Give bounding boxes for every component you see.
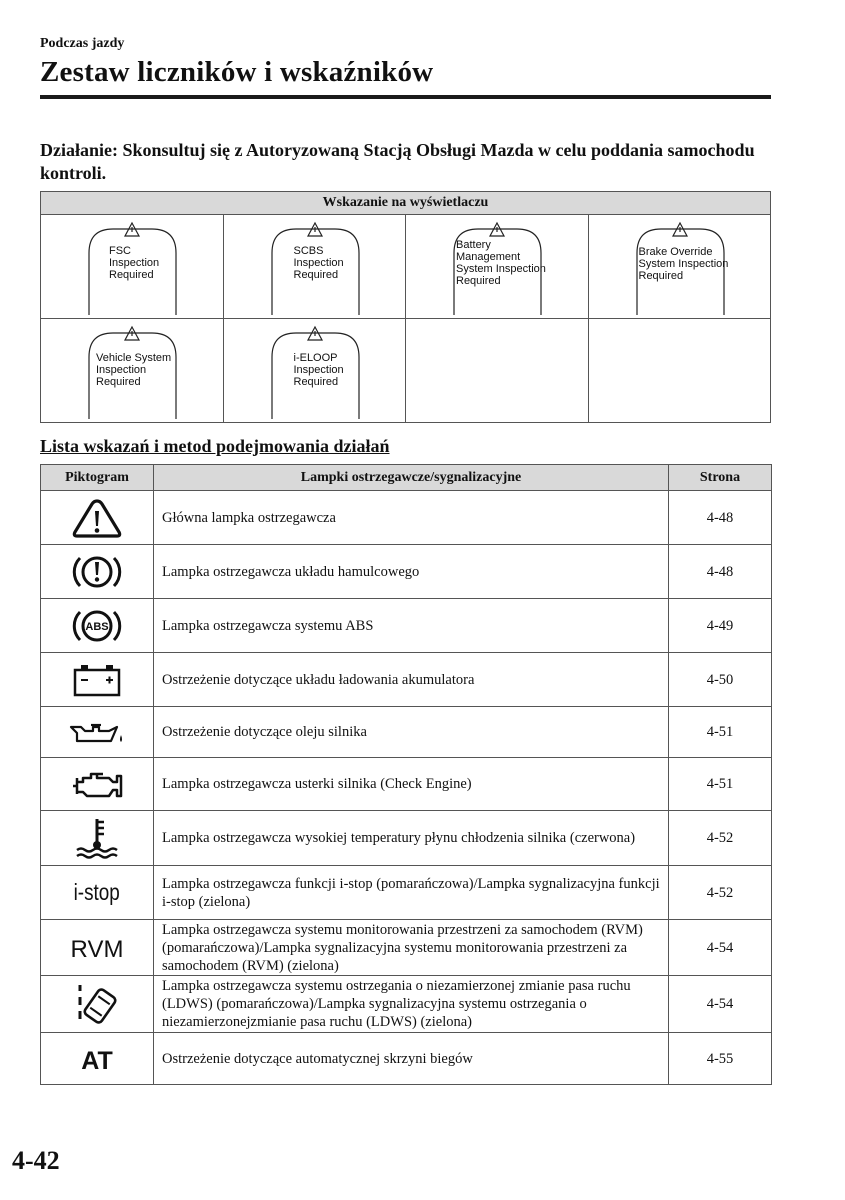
table-row xyxy=(41,811,772,866)
row-page: 4-55 xyxy=(669,1033,772,1085)
table-row xyxy=(41,920,772,976)
display-table xyxy=(40,191,771,423)
battery-charging-icon xyxy=(71,662,123,698)
display-cell xyxy=(223,215,406,319)
display-cell-empty xyxy=(588,319,771,423)
i-stop-icon-label: i-stop xyxy=(73,879,120,906)
column-header-lampki: Lampki ostrzegawcze/sygnalizacyjne xyxy=(154,465,669,491)
abs-icon-label: ABS xyxy=(85,620,109,633)
row-page: 4-52 xyxy=(669,866,772,920)
page-title: Zestaw liczników i wskaźników xyxy=(40,56,434,88)
table-row xyxy=(41,545,772,599)
page-number: 4-42 xyxy=(12,1146,60,1175)
table-row xyxy=(41,707,772,758)
display-cell-empty xyxy=(406,319,589,423)
row-text: Ostrzeżenie dotyczące układu ładowania akumulatora xyxy=(154,653,669,707)
row-page: 4-48 xyxy=(669,545,772,599)
row-text: Lampka ostrzegawcza systemu monitorowania przestrzeni za samochodem (RVM) (pomarańczowa)/Lampka sygnalizacyjna systemu monitorowania przestrzeni za samochodem (RVM) (zielona) xyxy=(154,920,669,976)
row-page: 4-54 xyxy=(669,920,772,976)
row-page: 4-54 xyxy=(669,976,772,1033)
ldws-icon xyxy=(72,981,122,1027)
icon-cell xyxy=(41,491,154,545)
icon-cell xyxy=(41,811,154,866)
row-text: Lampka ostrzegawcza układu hamulcowego xyxy=(154,545,669,599)
display-message: i-ELOOP Inspection Required xyxy=(293,352,344,388)
icon-cell xyxy=(41,653,154,707)
warning-table xyxy=(40,464,772,1085)
table-row xyxy=(41,1033,772,1085)
row-text: Lampka ostrzegawcza usterki silnika (Check Engine) xyxy=(154,758,669,811)
master-warning-icon xyxy=(72,498,122,538)
table-row xyxy=(41,866,772,920)
table-row xyxy=(41,599,772,653)
display-message: FSC Inspection Required xyxy=(109,245,160,281)
table-row xyxy=(41,758,772,811)
section-label: Podczas jazdy xyxy=(40,36,125,51)
row-text: Ostrzeżenie dotyczące oleju silnika xyxy=(154,707,669,758)
display-message: Battery Management System Inspection Required xyxy=(456,239,546,287)
icon-cell xyxy=(41,866,154,920)
row-page: 4-48 xyxy=(669,491,772,545)
icon-cell xyxy=(41,599,154,653)
display-cell xyxy=(223,319,406,423)
column-header-strona: Strona xyxy=(669,465,772,491)
icon-cell xyxy=(41,707,154,758)
at-icon-label: AT xyxy=(81,1046,113,1075)
column-header-piktogram: Piktogram xyxy=(41,465,154,491)
row-text: Lampka ostrzegawcza systemu ostrzegania o niezamierzonej zmianie pasa ruchu (LDWS) (pomarańczowa)/Lampka sygnalizacyjna systemu ostrzegania o niezamierzonejzmianie pasa ruchu (LDWS) (zielona) xyxy=(154,976,669,1033)
table-row xyxy=(41,491,772,545)
brake-warning-icon xyxy=(69,550,125,594)
list-heading: Lista wskazań i metod podejmowania działań xyxy=(40,436,390,456)
table-row xyxy=(41,976,772,1033)
display-message: Vehicle System Inspection Required xyxy=(96,352,172,388)
icon-cell xyxy=(41,545,154,599)
rvm-icon xyxy=(67,931,127,965)
rvm-icon-label: RVM xyxy=(70,935,124,963)
row-text: Lampka ostrzegawcza funkcji i-stop (pomarańczowa)/Lampka sygnalizacyjna funkcji i-stop (zielona) xyxy=(154,866,669,920)
row-page: 4-52 xyxy=(669,811,772,866)
display-cell xyxy=(41,215,224,319)
action-text: Działanie: Skonsultuj się z Autoryzowaną Stacją Obsługi Mazda w celu poddania samochodu kontroli. xyxy=(40,140,755,183)
display-message: SCBS Inspection Required xyxy=(293,245,344,281)
icon-cell xyxy=(41,920,154,976)
display-cell xyxy=(41,319,224,423)
check-engine-icon xyxy=(69,766,125,802)
display-message: Brake Override System Inspection Required xyxy=(638,246,729,282)
row-text: Lampka ostrzegawcza systemu ABS xyxy=(154,599,669,653)
row-page: 4-50 xyxy=(669,653,772,707)
title-rule xyxy=(40,95,771,99)
icon-cell xyxy=(41,1033,154,1085)
row-page: 4-51 xyxy=(669,707,772,758)
row-page: 4-51 xyxy=(669,758,772,811)
row-page: 4-49 xyxy=(669,599,772,653)
oil-pressure-icon xyxy=(67,717,127,747)
display-table-header: Wskazanie na wyświetlaczu xyxy=(41,192,771,215)
at-warning-icon xyxy=(67,1042,127,1076)
row-text: Główna lampka ostrzegawcza xyxy=(154,491,669,545)
table-row xyxy=(41,653,772,707)
icon-cell xyxy=(41,758,154,811)
display-cell xyxy=(588,215,771,319)
icon-cell xyxy=(41,976,154,1033)
abs-warning-icon xyxy=(69,604,125,648)
coolant-temperature-icon xyxy=(72,816,122,860)
row-text: Lampka ostrzegawcza wysokiej temperatury płynu chłodzenia silnika (czerwona) xyxy=(154,811,669,866)
i-stop-icon xyxy=(67,876,127,910)
display-cell xyxy=(406,215,589,319)
row-text: Ostrzeżenie dotyczące automatycznej skrzyni biegów xyxy=(154,1033,669,1085)
